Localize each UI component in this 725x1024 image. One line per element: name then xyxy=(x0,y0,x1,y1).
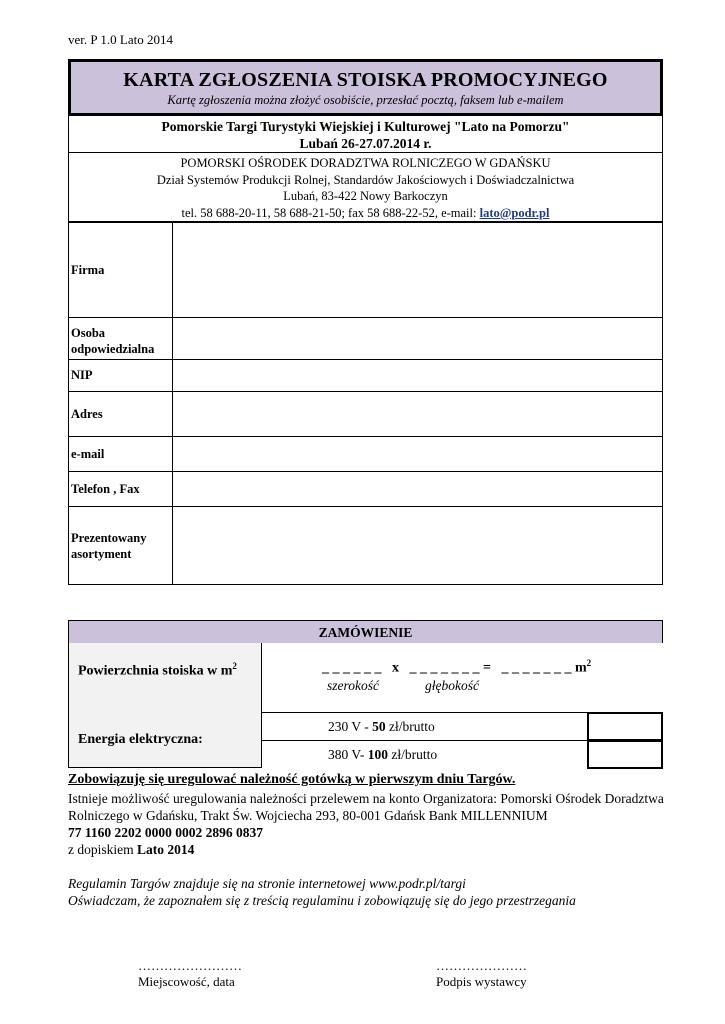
signature-exhibitor xyxy=(436,958,527,990)
form-title: KARTA ZGŁOSZENIA STOISKA PROMOCYJNEGO xyxy=(123,69,608,91)
area-label-text: Powierzchnia stoiska w m xyxy=(78,663,233,679)
payment-account: 77 1160 2202 0000 0002 2896 0837 xyxy=(68,825,264,840)
table-row xyxy=(69,360,663,392)
field-input-adres[interactable] xyxy=(173,392,663,437)
energy-option-230 xyxy=(261,712,663,740)
payment-commitment: Zobowiązuję się uregulować należność gotówką w pierwszym dniu Targów. xyxy=(68,772,516,787)
field-label-email: e-mail xyxy=(69,437,173,472)
signature-right-label: Podpis wystawcy xyxy=(436,974,527,989)
area-calc-line xyxy=(322,658,591,677)
field-input-telefon[interactable] xyxy=(173,472,663,507)
payment-reference xyxy=(68,841,668,858)
field-label-firma: Firma xyxy=(69,223,173,318)
organizer-address: Lubań, 83-422 Nowy Barkoczyn xyxy=(283,189,448,203)
field-input-firma[interactable] xyxy=(173,223,663,318)
area-calc-sup: 2 xyxy=(586,658,592,668)
contact-text: tel. 58 688-20-11, 58 688-21-50; fax 58 688-22-52, e-mail: xyxy=(181,205,480,220)
payment-ref: Lato 2014 xyxy=(137,842,195,857)
table-row xyxy=(69,507,663,585)
field-label-nip: NIP xyxy=(69,360,173,392)
form-header xyxy=(68,59,663,116)
organizer-info xyxy=(68,153,663,222)
signature-left-label: Miejscowość, data xyxy=(138,974,235,989)
payment-info xyxy=(68,790,668,858)
energy-option-380 xyxy=(261,740,663,768)
event-info xyxy=(68,116,663,153)
energy-label: Energia elektryczna: xyxy=(78,732,203,747)
payment-ref-prefix: z dopiskiem xyxy=(68,842,137,857)
energy-230-suffix: zł/brutto xyxy=(385,719,435,734)
version-label: ver. P 1.0 Lato 2014 xyxy=(68,32,173,47)
depth-label: głębokość xyxy=(425,678,479,693)
table-row xyxy=(69,472,663,507)
signature-place-date xyxy=(138,958,242,990)
field-label-osoba: Osoba odpowiedzialna xyxy=(69,318,173,360)
organizer-contact xyxy=(69,205,662,222)
applicant-table xyxy=(68,222,663,585)
regulations-line: Regulamin Targów znajduje się na stronie internetowej www.podr.pl/targi xyxy=(68,876,466,891)
width-label: szerokość xyxy=(327,678,379,693)
field-input-asortyment[interactable] xyxy=(173,507,663,585)
field-label-asortyment: Prezentowany asortyment xyxy=(69,507,173,585)
table-row xyxy=(69,318,663,360)
field-input-email[interactable] xyxy=(173,437,663,472)
organizer-name: POMORSKI OŚRODEK DORADZTWA ROLNICZEGO W GDAŃSKU xyxy=(180,156,551,170)
organizer-department: Dział Systemów Produkcji Rolnej, Standardów Jakościowych i Doświadczalnictwa xyxy=(156,172,575,187)
energy-380-checkbox[interactable] xyxy=(587,740,663,769)
table-row xyxy=(69,437,663,472)
signature-right-dots: ………………… xyxy=(436,958,527,973)
signature-left-dots: …………………… xyxy=(138,958,242,973)
table-row xyxy=(69,392,663,437)
energy-380-suffix: zł/brutto xyxy=(388,747,438,762)
energy-230-amount: 50 xyxy=(372,719,386,734)
regulations-note xyxy=(68,875,668,909)
event-name: Pomorskie Targi Turystyki Wiejskiej i Kulturowej "Lato na Pomorzu" xyxy=(161,119,570,134)
event-place-date: Lubań 26-27.07.2014 r. xyxy=(299,136,432,151)
energy-380-prefix: 380 V- xyxy=(328,747,368,762)
field-input-nip[interactable] xyxy=(173,360,663,392)
energy-230-prefix: 230 V - xyxy=(328,719,373,734)
order-header: ZAMÓWIENIE xyxy=(68,620,663,644)
field-input-osoba[interactable] xyxy=(173,318,663,360)
declaration-line: Oświadczam, że zapoznałem się z treścią regulaminu i zobowiązuję się do jego przestrzegania xyxy=(68,893,576,908)
payment-text: Istnieje możliwość uregulowania należności przelewem na konto Organizatora: Pomorski Ośrodek Doradztwa Rolniczego w Gdańsku, Trakt Św. Wojciecha 293, 80-001 Gdańsk Bank MILLENNIUM xyxy=(68,791,664,823)
field-label-adres: Adres xyxy=(69,392,173,437)
energy-380-amount: 100 xyxy=(367,747,389,762)
organizer-email-link[interactable]: lato@podr.pl xyxy=(479,205,550,220)
energy-230-checkbox[interactable] xyxy=(587,712,663,741)
table-row xyxy=(69,223,663,318)
form-subtitle: Kartę zgłoszenia można złożyć osobiście, przesłać pocztą, faksem lub e-mailem xyxy=(167,93,564,107)
area-label-sup: 2 xyxy=(232,661,237,671)
area-calc-text: _ _ _ _ _ _ x _ _ _ _ _ _ _ = _ _ _ _ _ _ _ m xyxy=(322,660,587,676)
field-label-telefon: Telefon , Fax xyxy=(69,472,173,507)
area-label xyxy=(78,661,237,680)
